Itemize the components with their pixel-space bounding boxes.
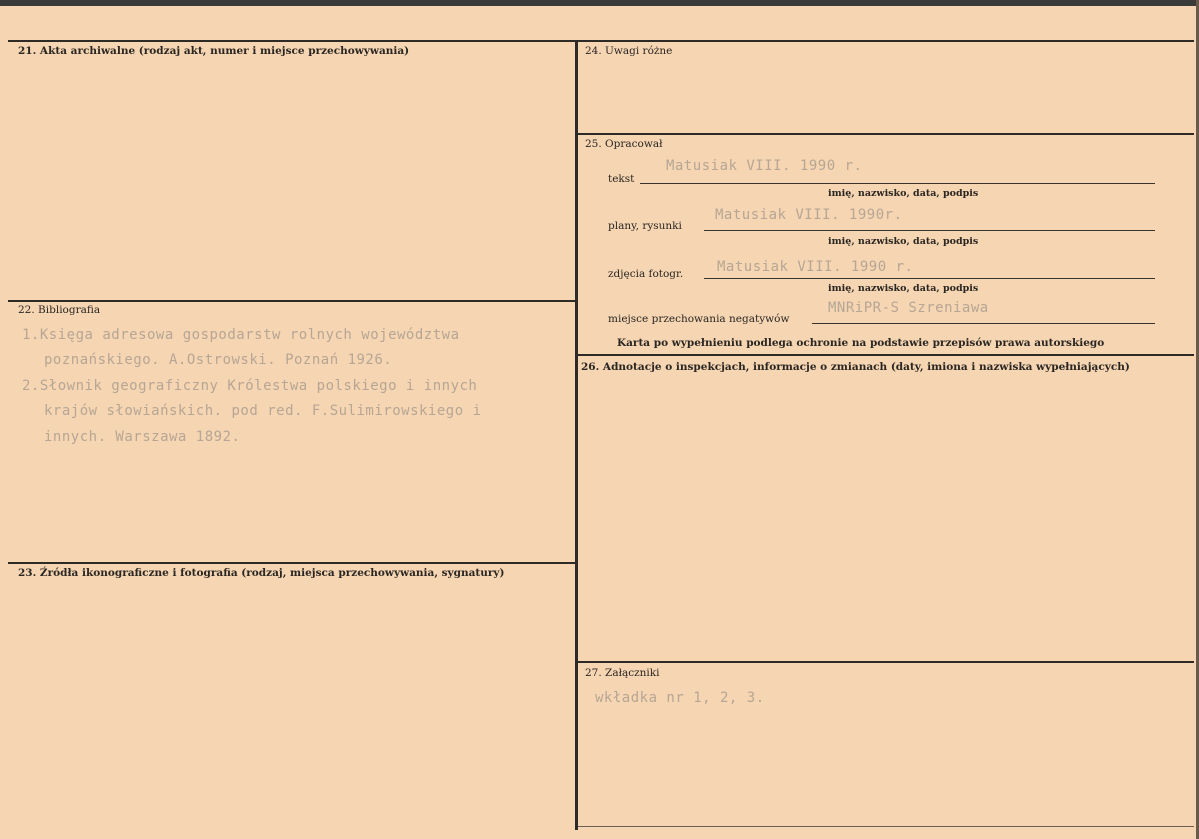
field-zdjecia-value: Matusiak VIII. 1990 r. xyxy=(717,259,914,275)
section-23-label: 23. Źródła ikonograficzne i fotografia (rodzaj, miejsca przechowywania, sygnatury) xyxy=(18,567,505,579)
bibliography-line-3: 2.Słownik geograficzny Królestwa polskiego i innych xyxy=(22,378,478,394)
section-24-label: 24. Uwagi różne xyxy=(585,45,673,57)
field-tekst-caption: imię, nazwisko, data, podpis xyxy=(828,188,979,199)
bibliography-line-4: krajów słowiańskich. pod red. F.Sulimirowskiego i xyxy=(44,403,482,419)
field-zdjecia-caption: imię, nazwisko, data, podpis xyxy=(828,283,979,294)
divider-s21-s22 xyxy=(8,300,575,302)
field-plany-caption: imię, nazwisko, data, podpis xyxy=(828,236,979,247)
field-tekst-value: Matusiak VIII. 1990 r. xyxy=(666,158,863,174)
field-plany-value: Matusiak VIII. 1990r. xyxy=(715,207,903,223)
divider-s25-s26 xyxy=(578,354,1194,356)
field-negatywy-underline xyxy=(812,323,1155,324)
divider-s22-s23 xyxy=(8,562,575,564)
bibliography-line-1: 1.Księga adresowa gospodarstw rolnych województwa xyxy=(22,327,460,343)
divider-s26-s27 xyxy=(578,661,1194,663)
copyright-notice: Karta po wypełnieniu podlega ochronie na podstawie przepisów prawa autorskiego xyxy=(617,337,1105,349)
divider-s24-s25 xyxy=(578,133,1194,135)
field-plany-label: plany, rysunki xyxy=(608,220,682,232)
card-top-edge xyxy=(0,0,1199,6)
field-tekst-underline xyxy=(640,183,1155,184)
divider-center xyxy=(575,40,578,830)
divider-top xyxy=(8,40,1194,42)
field-negatywy-label: miejsce przechowania negatywów xyxy=(608,313,790,325)
field-zdjecia-underline xyxy=(704,278,1155,279)
attachments-value: wkładka nr 1, 2, 3. xyxy=(595,690,765,706)
bibliography-line-2: poznańskiego. A.Ostrowski. Poznań 1926. xyxy=(44,352,393,368)
divider-bottom-right xyxy=(578,826,1194,827)
section-22-label: 22. Bibliografia xyxy=(18,304,101,316)
field-plany-underline xyxy=(704,230,1155,231)
bibliography-line-5: innych. Warszawa 1892. xyxy=(44,429,241,445)
section-26-label: 26. Adnotacje o inspekcjach, informacje o zmianach (daty, imiona i nazwiska wypełniających) xyxy=(581,361,1130,373)
field-tekst-label: tekst xyxy=(608,173,635,185)
section-27-label: 27. Załączniki xyxy=(585,667,660,679)
section-25-label: 25. Opracował xyxy=(585,138,663,150)
section-21-label: 21. Akta archiwalne (rodzaj akt, numer i miejsce przechowywania) xyxy=(18,45,410,57)
field-negatywy-value: MNRiPR-S Szreniawa xyxy=(828,300,989,316)
field-zdjecia-label: zdjęcia fotogr. xyxy=(608,268,684,280)
